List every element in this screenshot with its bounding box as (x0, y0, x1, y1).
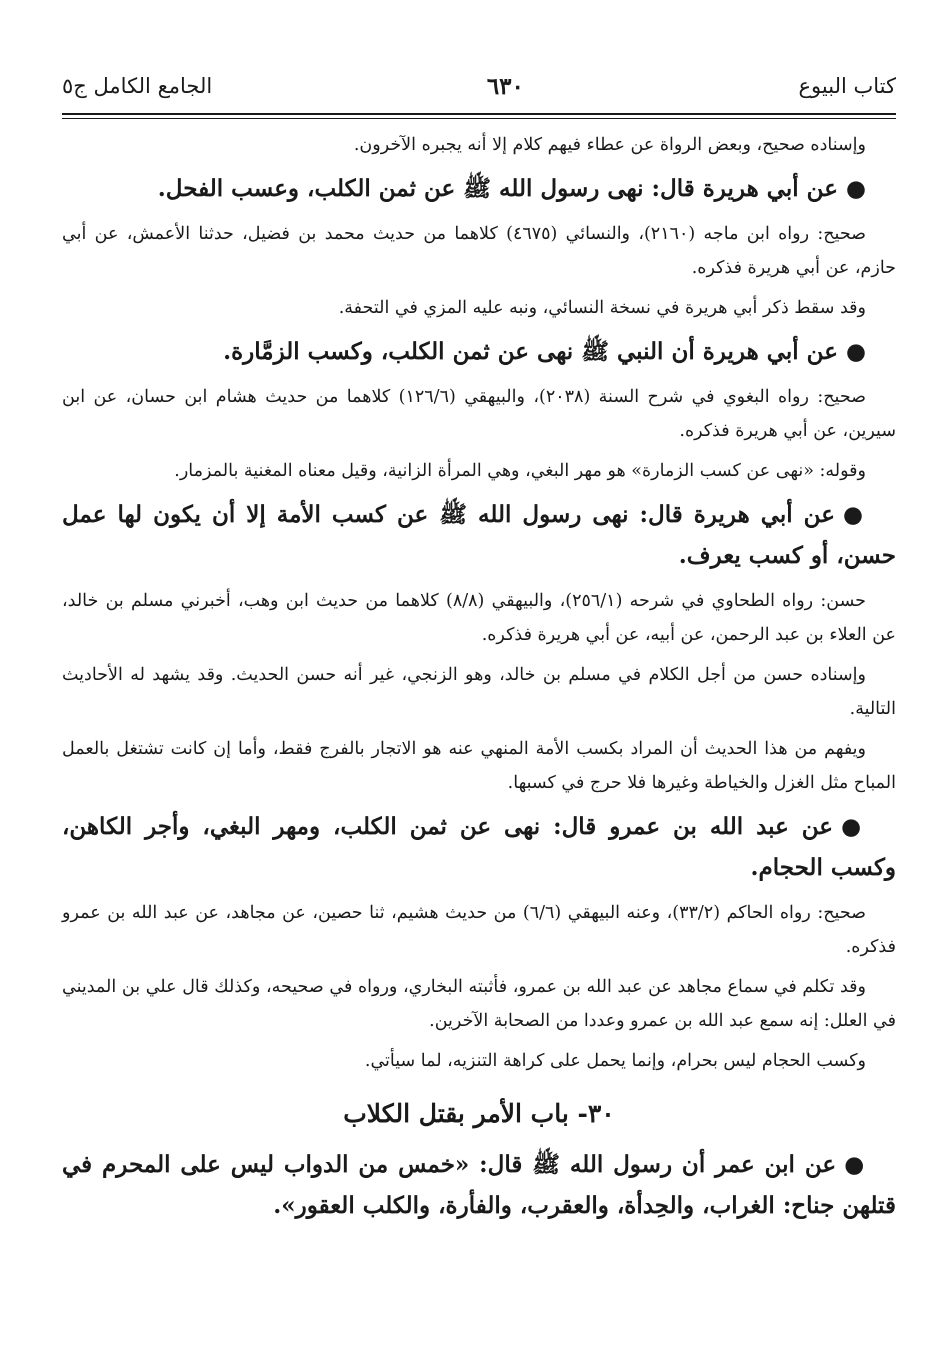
commentary-paragraph: ويفهم من هذا الحديث أن المراد بكسب الأمة المنهي عنه هو الاتجار بالفرج فقط، وأما إن كانت تشتغل بالعمل المباح مثل الغزل والخياطة وغيرها فلا حرج في كسبها. (62, 739, 896, 793)
book-title: كتاب البيوع (798, 74, 896, 98)
commentary-paragraph: صحيح: رواه البغوي في شرح السنة (٢٠٣٨)، والبيهقي (١٢٦/٦) كلاهما من حديث هشام ابن حسان، عن ابن سيرين، عن أبي هريرة فذكره. (62, 387, 896, 441)
commentary-paragraph: صحيح: رواه الحاكم (٣٣/٢)، وعنه البيهقي (٦/٦) من حديث هشيم، ثنا حصين، عن مجاهد، عن عبد الله بن عمرو فذكره. (62, 903, 896, 957)
hadith-body: عن أبي هريرة قال: نهى رسول الله ﷺ عن كسب الأمة إلا أن يكون لها عمل حسن، أو كسب يعرف. (62, 501, 896, 569)
commentary-paragraph: وكسب الحجام ليس بحرام، وإنما يحمل على كراهة التنزيه، لما سيأتي. (364, 1051, 866, 1071)
bullet-icon: ● (845, 338, 866, 365)
chapter-heading: ٣٠- باب الأمر بقتل الكلاب (343, 1099, 615, 1128)
bullet-icon: ● (841, 813, 866, 840)
hadith-body: عن أبي هريرة أن النبي ﷺ نهى عن ثمن الكلب، وكسب الزمَّارة. (223, 338, 838, 365)
commentary-paragraph: وإسناده حسن من أجل الكلام في مسلم بن خالد، وهو الزنجي، غير أنه حسن الحديث. وقد يشهد له الأحاديث التالية. (62, 665, 896, 719)
running-header (62, 66, 896, 106)
series-title: الجامع الكامل ج٥ (62, 74, 213, 98)
bullet-icon: ● (845, 175, 866, 202)
hadith-text (62, 168, 896, 209)
hadith-text (62, 494, 896, 576)
bullet-icon: ● (842, 501, 866, 528)
bullet-icon: ● (844, 1151, 866, 1178)
page-body (62, 128, 896, 1234)
hadith-body: عن ابن عمر أن رسول الله ﷺ قال: «خمس من الدواب ليس على المحرم في قتلهن جناح: الغراب، والحِدأة، والعقرب، والفأرة، والكلب العقور». (62, 1151, 896, 1219)
page-number: ٦٣٠ (486, 72, 524, 100)
hadith-body: عن عبد الله بن عمرو قال: نهى عن ثمن الكلب، ومهر البغي، وأجر الكاهن، وكسب الحجام. (62, 813, 896, 881)
commentary-paragraph: صحيح: رواه ابن ماجه (٢١٦٠)، والنسائي (٤٦٧٥) كلاهما من حديث محمد بن فضيل، حدثنا الأعمش، عن أبي حازم، عن أبي هريرة فذكره. (62, 224, 896, 278)
hadith-text (62, 806, 896, 888)
hadith-text (62, 1144, 896, 1226)
hadith-text (62, 331, 896, 372)
header-rule-thick (62, 113, 896, 115)
commentary-paragraph: وقد تكلم في سماع مجاهد عن عبد الله بن عمرو، فأثبته البخاري، ورواه في صحيحه، وكذلك قال علي بن المديني في العلل: إنه سمع عبد الله بن عمرو وعددا من الصحابة الآخرين. (62, 977, 896, 1031)
commentary-paragraph: وقوله: «نهى عن كسب الزمارة» هو مهر البغي، وهي المرأة الزانية، وقيل معناه المغنية بالمزمار. (174, 461, 866, 481)
commentary-paragraph: حسن: رواه الطحاوي في شرحه (٢٥٦/١)، والبيهقي (٨/٨) كلاهما من حديث ابن وهب، أخبرني مسلم بن خالد، عن العلاء بن عبد الرحمن، عن أبيه، عن أبي هريرة فذكره. (62, 591, 896, 645)
hadith-body: عن أبي هريرة قال: نهى رسول الله ﷺ عن ثمن الكلب، وعسب الفحل. (157, 175, 838, 202)
commentary-paragraph: وقد سقط ذكر أبي هريرة في نسخة النسائي، ونبه عليه المزي في التحفة. (338, 298, 866, 318)
commentary-paragraph: وإسناده صحيح، وبعض الرواة عن عطاء فيهم كلام إلا أنه يجبره الآخرون. (353, 135, 866, 155)
header-rule-thin (62, 118, 896, 119)
